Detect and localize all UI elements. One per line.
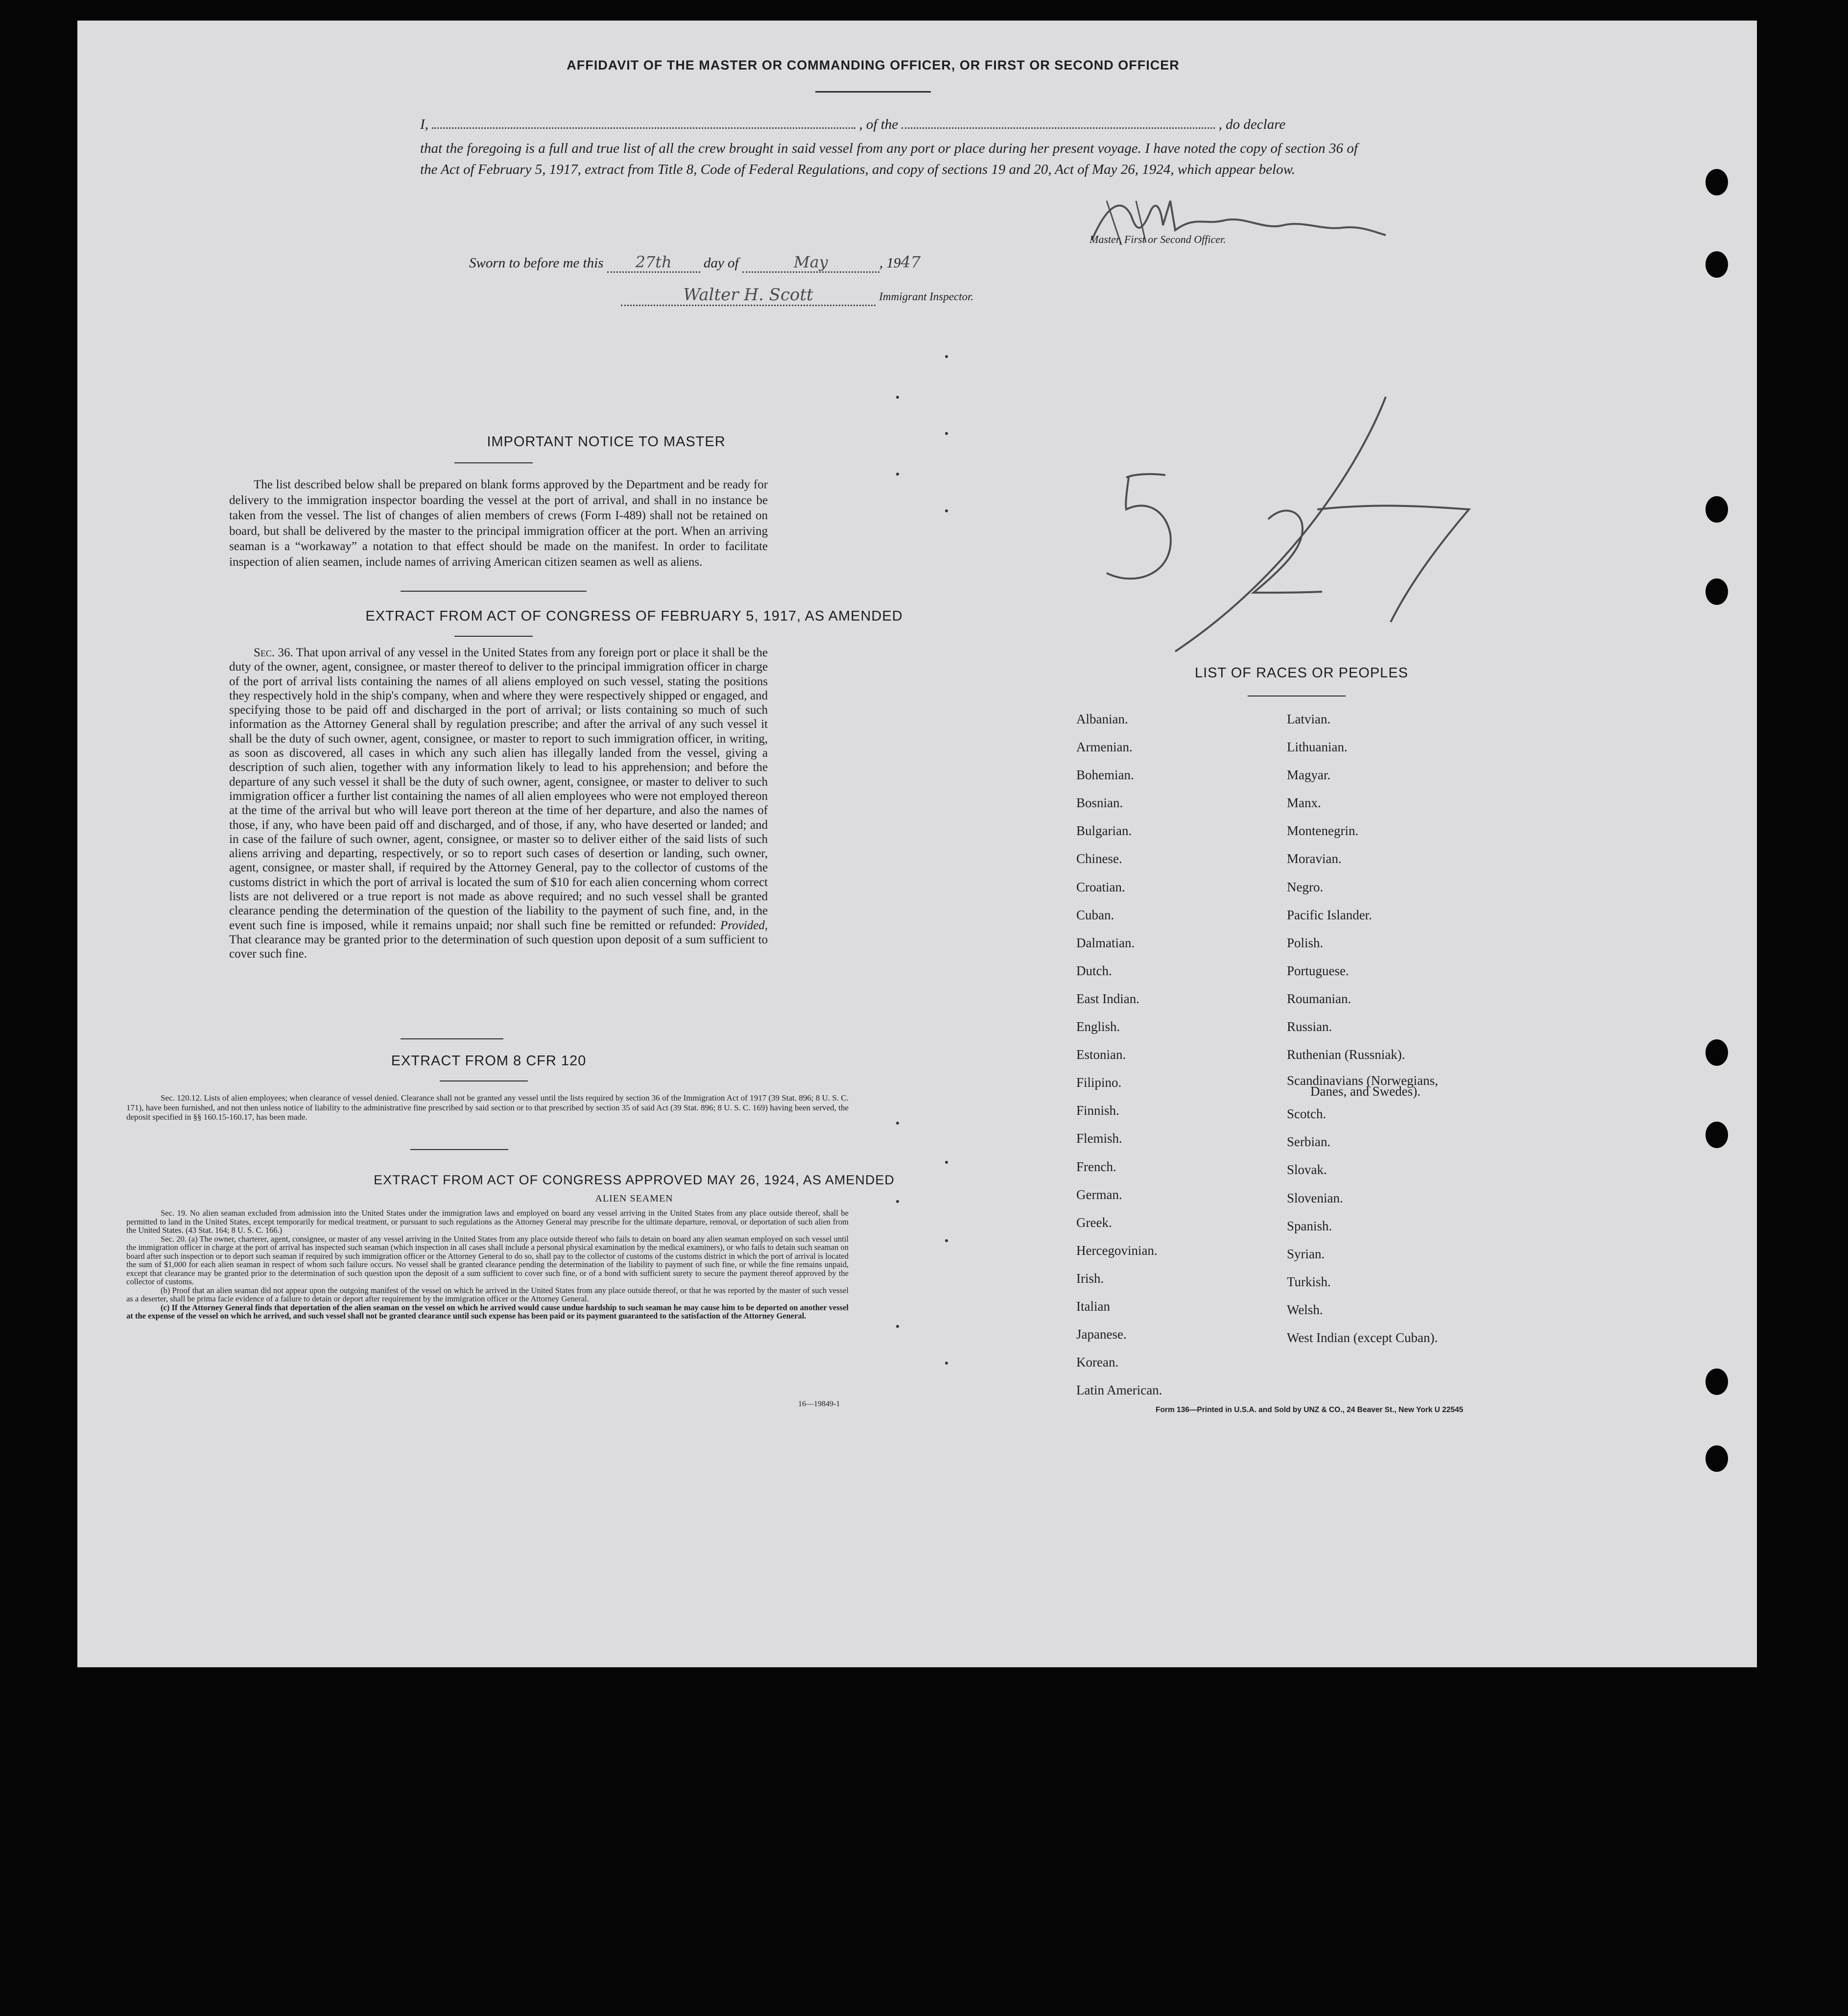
- punch-dot: [896, 1200, 899, 1203]
- race-item: Latvian.: [1287, 712, 1331, 726]
- race-item: Cuban.: [1076, 907, 1114, 922]
- extract-1917-text-end: That clearance may be granted prior to the determination of such question upon deposit of a sum sufficient to cover such fine.: [229, 933, 768, 961]
- extract-1917-title: EXTRACT FROM ACT OF CONGRESS OF FEBRUARY 5, 1917, AS AMENDED: [365, 608, 903, 624]
- extract-cfr-end-rule: [410, 1149, 508, 1150]
- race-item: Turkish.: [1287, 1274, 1331, 1289]
- sworn-year-prefix: , 19: [879, 255, 901, 271]
- notice-title: IMPORTANT NOTICE TO MASTER: [487, 434, 726, 450]
- notice-title-rule: [454, 462, 533, 463]
- sworn-day-field[interactable]: 27th: [607, 253, 700, 273]
- extract-1917-text: That upon arrival of any vessel in the United States from any foreign port or place it shall be the duty of the owner, agent, consignee, or master thereof to deliver to the principal immigration officer in charge of the port of arrival lists containing the names of all aliens employed on such vessel, stating the positions they respectively hold in the ship's company, when and where they were respectively shipped or engaged, and specifying those to be paid off and discharged in the port of arrival; or lists containing so much of such information as the Attorney General shall by regulation prescribe; and after the arrival of any such vessel it shall be the duty of such owner, agent, consignee, or master to report to such immigration officer, in writing, as soon as discovered, all cases in which any such alien has illegally landed from the vessel, giving a description of such alien, together with any information likely to lead to his apprehension; and before the departure of any such vessel it shall be the duty of such owner, agent, consignee, or master to deliver to such immigration officer a further list containing the names of all alien employees who were not employed thereon at the time of the arrival but who will leave port thereon at the time of her departure, and also the names of those, if any, who have been paid off and discharged, and of those, if any, who have deserted or landed; and in case of the failure of such owner, agent, consignee, or master so to deliver either of the said lists of such aliens arriving and departing, respectively, or so to report such cases of desertion or landing, such owner, agent, consignee, or master shall, if required by the Attorney General, pay to the collector of customs of the customs district in which the port of arrival is located the sum of $10 for each alien concerning whom correct lists are not delivered or a true report is not made as above required; and no such vessel shall be granted clearance pending the determination of the question of the liability to the payment of such fine, and, in the event such fine is imposed, while it remains unpaid; nor shall such fine be remitted or refunded:: [229, 646, 768, 932]
- sworn-line: [469, 253, 921, 273]
- race-item: Slovenian.: [1287, 1190, 1343, 1205]
- race-item: Bulgarian.: [1076, 823, 1132, 839]
- race-item: Estonian.: [1076, 1047, 1126, 1062]
- race-item: Negro.: [1287, 879, 1324, 894]
- binder-hole: [1706, 1122, 1728, 1148]
- declaration-i: I,: [420, 117, 428, 132]
- extract-cfr-body: Sec. 120.12. Lists of alien employees; when clearance of vessel denied. Clearance shall not be granted any vessel until the lists required by section 36 of the Immigration Act of 1917 (39 Stat. 896; 8 U. S. C. 171), have been furnished, and not then unless notice of liability to the administrative fine prescribed by said section or to that prescribed by section 35 of said Act (39 Stat. 896; 8 U. S. C. 169) having been served, the deposit specified in §§ 160.15-160.17, has been made.: [126, 1093, 849, 1122]
- race-item: Greek.: [1076, 1215, 1112, 1230]
- punch-dot: [945, 1239, 948, 1242]
- inspector-line: [621, 285, 973, 306]
- race-item: Flemish.: [1076, 1131, 1122, 1146]
- race-item: Lithuanian.: [1287, 740, 1348, 755]
- race-item: Japanese.: [1076, 1327, 1127, 1342]
- race-item: Croatian.: [1076, 879, 1125, 894]
- notice-end-rule: [401, 591, 587, 592]
- extract-1917-provided: Provided,: [720, 918, 768, 932]
- declaration-body: that the foregoing is a full and true list of all the crew brought in said vessel from any port or place during her present voyage. I have noted the copy of section 36 of the Act of February 5, 1917, extract from Title 8, Code of Federal Regulations, and copy of sections 19 and 20, Act of May 26, 1924, which appear below.: [420, 141, 1358, 177]
- punch-dot: [896, 473, 899, 476]
- race-item: Danes, and Swedes).: [1310, 1084, 1421, 1099]
- race-item: Moravian.: [1287, 851, 1342, 866]
- extract-1917-end-rule: [401, 1038, 503, 1039]
- races-left-column: [1076, 705, 1162, 1404]
- sworn-year[interactable]: 47: [900, 253, 921, 271]
- extract-cfr-title-rule: [440, 1080, 528, 1081]
- inspector-caption: Immigrant Inspector.: [879, 290, 974, 303]
- race-item: German.: [1076, 1187, 1122, 1202]
- notice-body: The list described below shall be prepared on blank forms approved by the Department and be ready for delivery to the immigration inspector boarding the vessel at the port of arrival, and shall in no instance be taken from the vessel. The list of changes of alien members of crews (Form I-489) shall not be retained on board, but shall be delivered by the master to the principal immigration officer at the port. When an arriving seaman is a “workaway” a notation to that effect should be made on the manifest. In order to facilitate inspection of alien seamen, include names of arriving American citizen seamen as well as aliens.: [229, 478, 768, 569]
- race-item: Ruthenian (Russniak).: [1287, 1047, 1405, 1062]
- race-item: Dalmatian.: [1076, 935, 1135, 950]
- races-title: LIST OF RACES OR PEOPLES: [1194, 665, 1409, 681]
- race-item: Magyar.: [1287, 768, 1331, 783]
- extract-1917-title-rule: [454, 636, 533, 637]
- race-item: Italian: [1076, 1298, 1110, 1314]
- punch-dot: [945, 355, 948, 358]
- extract-1924-sec20b: (b) Proof that an alien seaman did not appear upon the outgoing manifest of the vessel on which he arrived in the United States from any place outside thereof, or that he was reported by the master of such vessel as a deserter, shall be prima facie evidence of a failure to detain or deport after requirement by the immigration officer or the Attorney General.: [126, 1285, 849, 1303]
- declarant-name-field[interactable]: [432, 127, 855, 129]
- binder-hole: [1706, 1445, 1728, 1472]
- race-item: Bosnian.: [1076, 795, 1123, 811]
- punch-dot: [896, 1325, 899, 1328]
- race-item: Montenegrin.: [1287, 823, 1359, 839]
- binder-hole: [1706, 169, 1728, 195]
- race-item: Chinese.: [1076, 851, 1122, 866]
- affidavit-title: AFFIDAVIT OF THE MASTER OR COMMANDING OFFICER, OR FIRST OR SECOND OFFICER: [567, 58, 1180, 72]
- race-item: Portuguese.: [1287, 963, 1349, 978]
- declaration-line: [420, 117, 1358, 133]
- race-item: Albanian.: [1076, 712, 1128, 726]
- sworn-month-field[interactable]: May: [742, 253, 879, 273]
- race-item: Scotch.: [1287, 1106, 1327, 1122]
- extract-1924-title: EXTRACT FROM ACT OF CONGRESS APPROVED MAY 26, 1924, AS AMENDED: [374, 1173, 895, 1187]
- declaration-of-the: , of the: [859, 117, 899, 132]
- handwritten-date: [1087, 387, 1479, 661]
- punch-dot: [945, 432, 948, 435]
- race-item: Latin American.: [1076, 1383, 1162, 1398]
- extract-1924-sec20c: (c) If the Attorney General finds that deportation of the alien seaman on the vessel on which he arrived would cause undue hardship to such seaman he may cause him to be deported on another vessel at the expense of the vessel on which he arrived, and such vessel shall not be granted clearance until such expense has been paid or its payment guaranteed to the satisfaction of the Attorney General.: [126, 1302, 849, 1320]
- races-right-column: [1287, 705, 1438, 1352]
- inspector-signature[interactable]: Walter H. Scott: [621, 285, 876, 306]
- race-item: Filipino.: [1076, 1075, 1122, 1090]
- binder-hole: [1706, 251, 1728, 278]
- binder-hole: [1706, 496, 1728, 523]
- punch-dot: [896, 396, 899, 399]
- race-item: English.: [1076, 1019, 1120, 1034]
- race-item: Dutch.: [1076, 963, 1112, 978]
- race-item: Roumanian.: [1287, 991, 1351, 1006]
- race-item: Spanish.: [1287, 1218, 1332, 1233]
- declaration-do-declare: , do declare: [1218, 117, 1286, 132]
- race-item: Slovak.: [1287, 1162, 1327, 1177]
- binder-hole: [1706, 578, 1728, 605]
- race-item: Finnish.: [1076, 1103, 1119, 1118]
- race-item: Armenian.: [1076, 740, 1133, 755]
- race-item: Syrian.: [1287, 1246, 1325, 1261]
- extract-1924-sec20a: Sec. 20. (a) The owner, charterer, agent, consignee, or master of any vessel arriving in the United States from any place outside thereof who fails to detain on board any alien seaman employed on such vessel until the immigration officer in charge at the port of arrival has inspected such seaman (which inspection in all cases shall include a personal physical examination by the medical examiners), or who fails to detain such seaman on board after such inspection or to deport such seaman if required by such immigration officer or the Attorney General to do so, shall pay to the collector of customs of the customs district in which the port of arrival is located the sum of $1,000 for each alien seaman in respect of whom such failure occurs. No vessel shall be granted clearance pending the determination of the liability to payment of such fine, or while the fine remains unpaid, except that clearance may be granted prior to the determination of such question upon the deposit of a sum sufficient to cover such fine, or of a bond with sufficient surety to secure the payment thereof approved by the collector of customs.: [126, 1234, 849, 1286]
- race-item: Bohemian.: [1076, 768, 1134, 783]
- race-item: East Indian.: [1076, 991, 1139, 1006]
- form-footer: Form 136—Printed in U.S.A. and Sold by UNZ & CO., 24 Beaver St., New York U 22545: [1156, 1406, 1464, 1414]
- print-code: 16—19849-1: [798, 1400, 840, 1408]
- punch-dot: [896, 1122, 899, 1125]
- vessel-name-field[interactable]: [901, 127, 1215, 129]
- binder-hole: [1706, 1039, 1728, 1066]
- punch-dot: [945, 509, 948, 512]
- race-item: Scandinavians (Norwegians,: [1287, 1073, 1438, 1088]
- extract-1924-sec19: Sec. 19. No alien seaman excluded from admission into the United States under the immigration laws and employed on board any vessel arriving in the United States from any place outside thereof, shall be permitted to land in the United States, except temporarily for medical treatment, or pursuant to such regulations as the Attorney General may prescribe for the ultimate departure, removal, or deportation of such alien from the United States. (43 Stat. 164; 8 U. S. C. 166.): [126, 1208, 849, 1235]
- extract-1917-body: [229, 646, 768, 961]
- extract-1917-section: Sec. 36.: [254, 646, 293, 659]
- sworn-day-of: day of: [703, 255, 739, 271]
- binder-hole: [1706, 1368, 1728, 1395]
- master-signature-caption: Master, First or Second Officer.: [1090, 233, 1226, 245]
- race-item: Hercegovinian.: [1076, 1243, 1158, 1258]
- race-item: West Indian (except Cuban).: [1287, 1330, 1438, 1345]
- punch-dot: [945, 1161, 948, 1164]
- extract-1924-body: [126, 1209, 849, 1320]
- race-item: Polish.: [1287, 935, 1324, 950]
- race-item: Serbian.: [1287, 1134, 1331, 1150]
- race-item: Pacific Islander.: [1287, 907, 1372, 922]
- race-item: Irish.: [1076, 1271, 1104, 1286]
- race-item: Manx.: [1287, 795, 1321, 811]
- race-item: Russian.: [1287, 1019, 1332, 1034]
- race-item: Korean.: [1076, 1355, 1119, 1370]
- extract-cfr-title: EXTRACT FROM 8 CFR 120: [391, 1053, 587, 1069]
- extract-1924-subtitle: ALIEN SEAMEN: [595, 1193, 673, 1204]
- sworn-prefix: Sworn to before me this: [469, 255, 604, 271]
- punch-dot: [945, 1362, 948, 1365]
- race-item: Welsh.: [1287, 1302, 1323, 1317]
- race-item: French.: [1076, 1159, 1116, 1174]
- affidavit-title-rule: [815, 91, 931, 93]
